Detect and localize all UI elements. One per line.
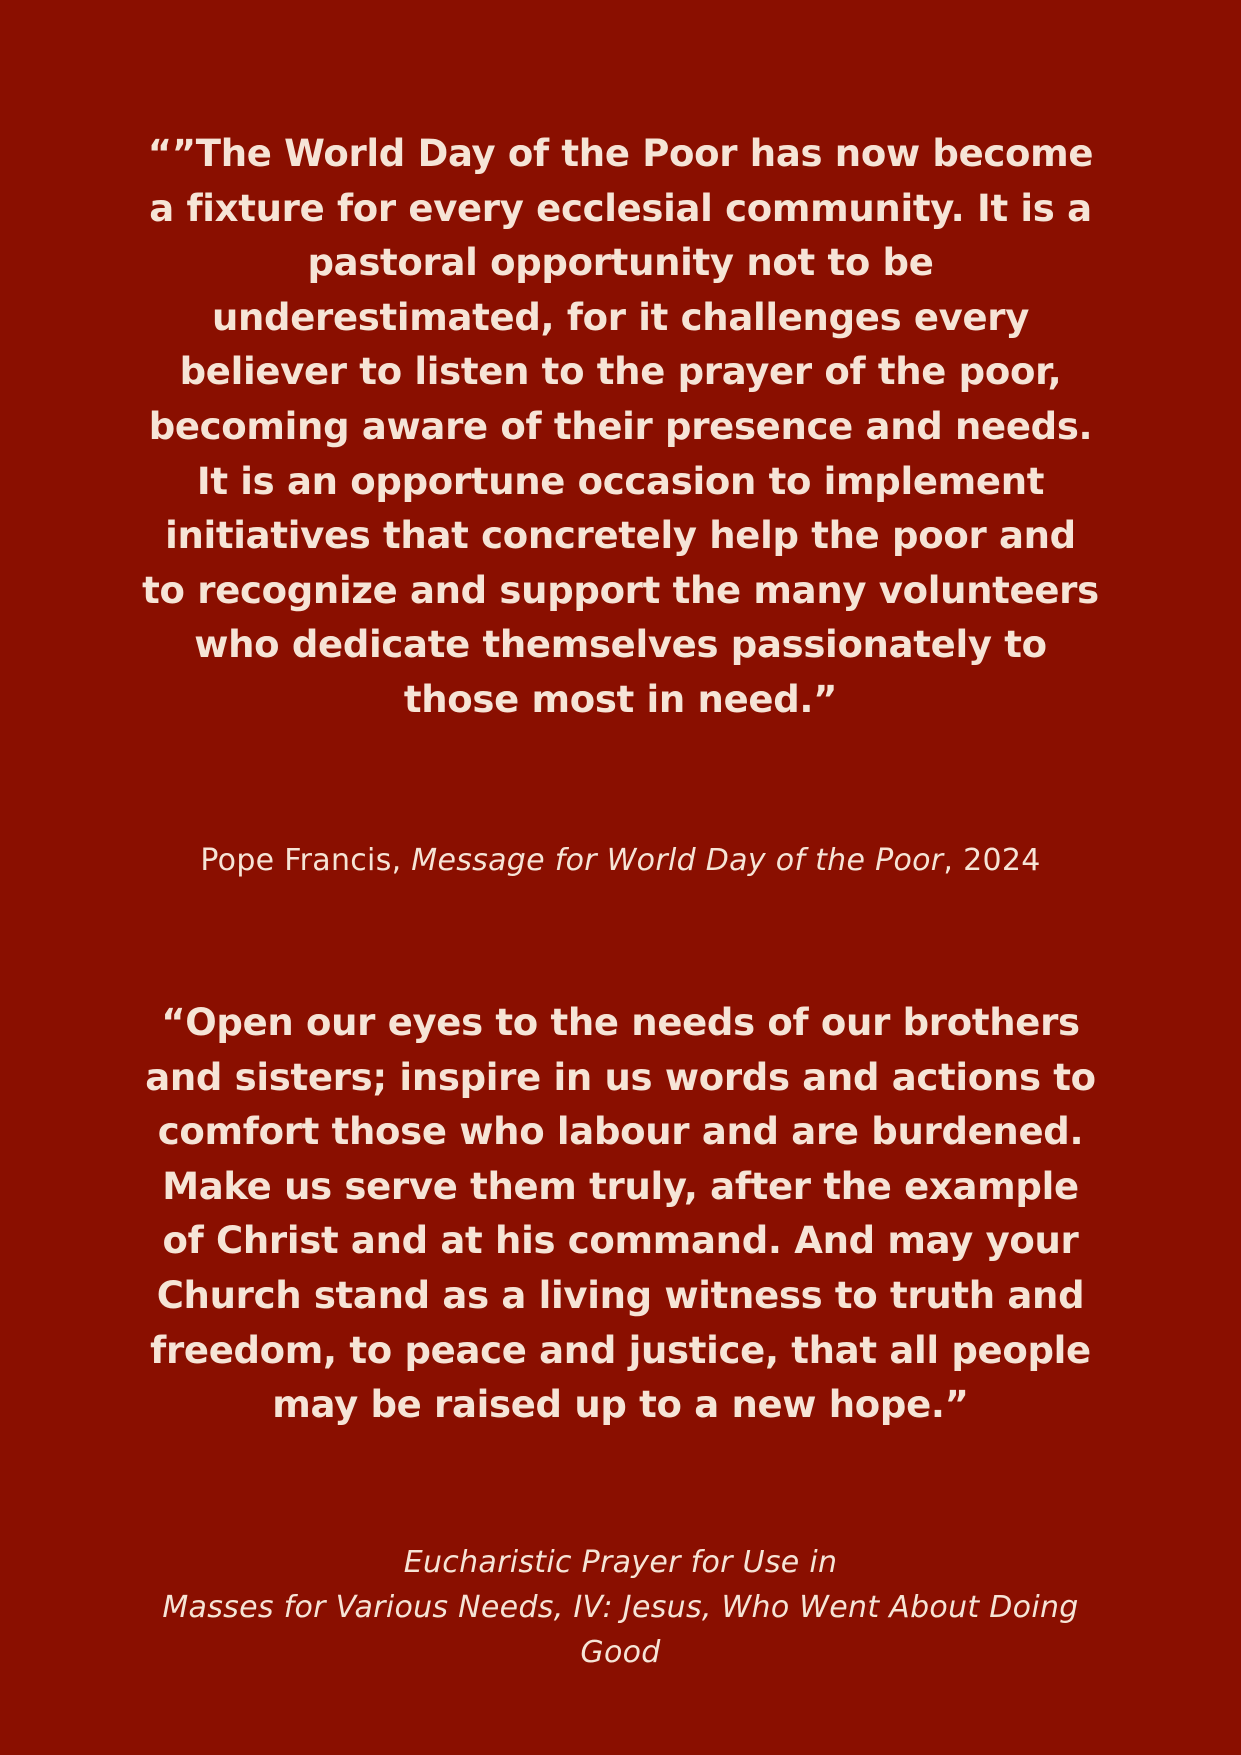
- attribution-work-title: Message for World Day of the Poor: [411, 843, 944, 878]
- attribution-eucharistic-prayer: [140, 1540, 1101, 1675]
- attribution-line-2: Masses for Various Needs, IV: Jesus, Who Went About Doing Good: [162, 1590, 1079, 1670]
- attribution-pope-francis: [100, 839, 1141, 883]
- quote-eucharistic-prayer: “Open our eyes to the needs of our brothers and sisters; inspire in us words and actions to comfort those who labour and are burdened. Make us serve them truly, after the example of Christ and at his command. And may your Church stand as a living witness to truth and freedom, to peace and justice, that all people may be raised up to a new hope.”: [145, 1001, 1096, 1427]
- quote-pope-francis: “”The World Day of the Poor has now become a fixture for every ecclesial community. It is a pastoral opportunity not to be underestimated, for it challenges every believer to listen to the prayer of the poor, becoming aware of their presence and needs. It is an opportune occasion to implement initiatives that concretely help the poor and to recognize and support the many volunteers who dedicate themselves passionately to those most in need.”: [142, 132, 1099, 721]
- attribution-author: Pope Francis,: [200, 843, 412, 878]
- attribution-year: , 2024: [943, 843, 1041, 878]
- attribution-line-1: Eucharistic Prayer for Use in: [403, 1545, 838, 1580]
